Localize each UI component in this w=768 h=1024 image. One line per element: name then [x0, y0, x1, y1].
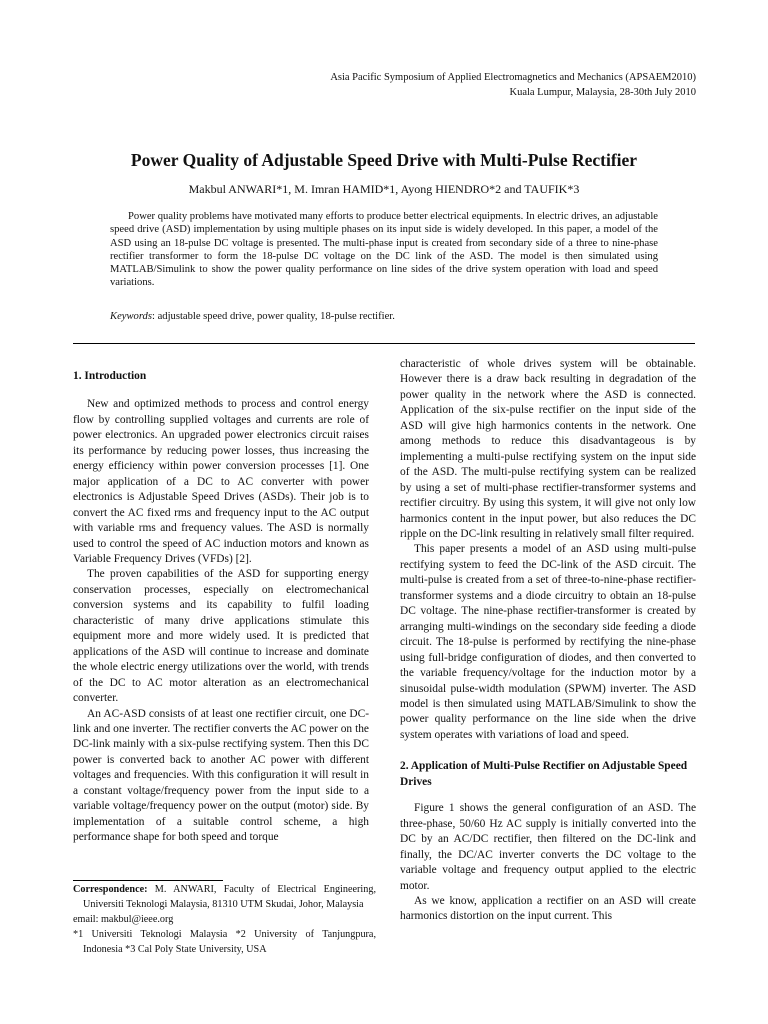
- author-list: Makbul ANWARI*1, M. Imran HAMID*1, Ayong HIENDRO*2 and TAUFIK*3: [188, 182, 580, 196]
- conference-line: Asia Pacific Symposium of Applied Electromagnetics and Mechanics (APSAEM2010): [330, 72, 696, 83]
- intro-paragraph-1: New and optimized methods to process and control energy flow by controlling supplied voltages and currents are role of power electronics. An upgraded power electronics circuit raises its performance by reducing power losses, thus increasing the energy efficiency within power conversion processes [1]. One major application of a DC to AC converter with power electronics is Adjustable Speed Drives (ASDs). Their job is to convert the AC fixed rms and frequency input to the AC output with variable rms and frequency values. The ASD is normally used to control the speed of AC induction motors and known as Variable Frequency Drives (VFDs) [2].: [73, 398, 369, 565]
- affiliations: *1 Universiti Teknologi Malaysia *2 University of Tanjungpura, Indonesia *3 Cal Poly State University, USA: [73, 929, 376, 955]
- section-1-heading: 1. Introduction: [73, 370, 147, 382]
- section-2-paragraph-1: Figure 1 shows the general configuration of an ASD. The three-phase, 50/60 Hz AC supply is initially converted into the DC by an AC/DC rectifier, then filtered on the DC-link and finally, the DC/AC inverter converts the DC voltage to the variable voltage and frequency output applied to the electric motor.: [400, 802, 696, 892]
- correspondence: [73, 882, 376, 912]
- keywords: [110, 310, 658, 323]
- conference-location: Kuala Lumpur, Malaysia, 28-30th July 2010: [509, 87, 696, 98]
- conference-header: [330, 70, 696, 100]
- footnote-divider: [73, 880, 223, 881]
- section-2-heading: 2. Application of Multi-Pulse Rectifier on Adjustable Speed Drives: [400, 760, 688, 788]
- section-2-paragraph-2: As we know, application a rectifier on an ASD will create harmonics distortion on the input current. This: [400, 894, 696, 923]
- intro-paragraph-3-continued: characteristic of whole drives system will be obtainable. However there is a draw back resulting in degradation of the power quality in the network where the ASD is connected. Application of the six-pulse rectifier on the input side of the ASD will give high harmonics contents in the network. One among methods to reduce this disadvantageous is by implementing a multi-pulse rectifying system on the input side of the ASD. The multi-pulse rectifying system can be realized by using a set of multi-phase rectifier-transformer systems and rectifier circuitry. By using this system, it will give not only low harmonics content in the input power, but also reduces the DC ripple on the DC-link resulting in relatively small filter required.: [400, 358, 696, 540]
- intro-paragraph-2: The proven capabilities of the ASD for supporting energy conservation processes, especially on electromechanical conversion systems and its capability to fulfil loading characteristic of many drive applications stimulate this equipment more and more widely used. It is predicted that applications of the ASD will continue to increase and dominate the whole electric energy utilizations over the world, with trends of the DC to AC motor alteration as an electromechanical converter.: [73, 568, 369, 705]
- keywords-label: Keywords: [110, 311, 152, 322]
- right-column: [400, 357, 696, 925]
- correspondence-label: Correspondence:: [73, 884, 148, 895]
- intro-paragraph-4: This paper presents a model of an ASD using multi-pulse rectifying system to feed the DC-link of the ASD circuit. The multi-pulse is created from a set of three-to-nine-phase rectifier-transformer systems and a diode circuitry to obtain an 18-pulse DC voltage. The nine-phase rectifier-transformer is created by arranging multi-windings on the secondary side feeding a diode circuit. The 18-pulse is performed by rectifying the nine-phase using full-bridge configuration of diodes, and then converted to the variable frequency/voltage for the induction motor by a sinusoidal pulse-width modulation (SPWM) inverter. The ASD model is then simulated using MATLAB/Simulink to show the power quality performance on the line side when the drive system operates with variations of load and speed.: [400, 543, 696, 741]
- header-divider: [73, 343, 695, 344]
- abstract: Power quality problems have motivated many efforts to produce better electrical equipments. In electric drives, an adjustable speed drive (ASD) implementation by using multiple phases on its input side is widely developed. In this paper, a model of the ASD using an 18-pulse DC voltage is presented. The multi-phase input is created from secondary side of a three to nine-phase rectifier transformer to form the 18-pulse DC voltage on the DC link of the ASD. The model is then simulated using MATLAB/Simulink to show the power quality performance on line sides of the drive system operation with load and speed variations.: [110, 211, 658, 289]
- paper-title: Power Quality of Adjustable Speed Drive with Multi-Pulse Rectifier: [130, 150, 638, 170]
- correspondence-email: email: makbul@ieee.org: [73, 914, 174, 925]
- intro-paragraph-3: An AC-ASD consists of at least one rectifier circuit, one DC-link and one inverter. The rectifier converts the AC power on the DC-link mainly with a six-pulse rectifying system. Then this DC power is converted back to another AC power with different voltages and frequencies. With this configuration it will result in a constant voltage/frequency power from the input side to a variable voltage/frequency power on the output (motor) side. By implementation of a suitable control scheme, a high performance shape for both speed and torque: [73, 707, 369, 844]
- left-column: [73, 357, 369, 846]
- keywords-text: : adjustable speed drive, power quality, 18-pulse rectifier.: [151, 311, 395, 322]
- footnote: [73, 882, 376, 957]
- correspondence-text: M. ANWARI, Faculty of Electrical Engineering, Universiti Teknologi Malaysia, 81310 UTM Skudai, Johor, Malaysia: [83, 884, 376, 910]
